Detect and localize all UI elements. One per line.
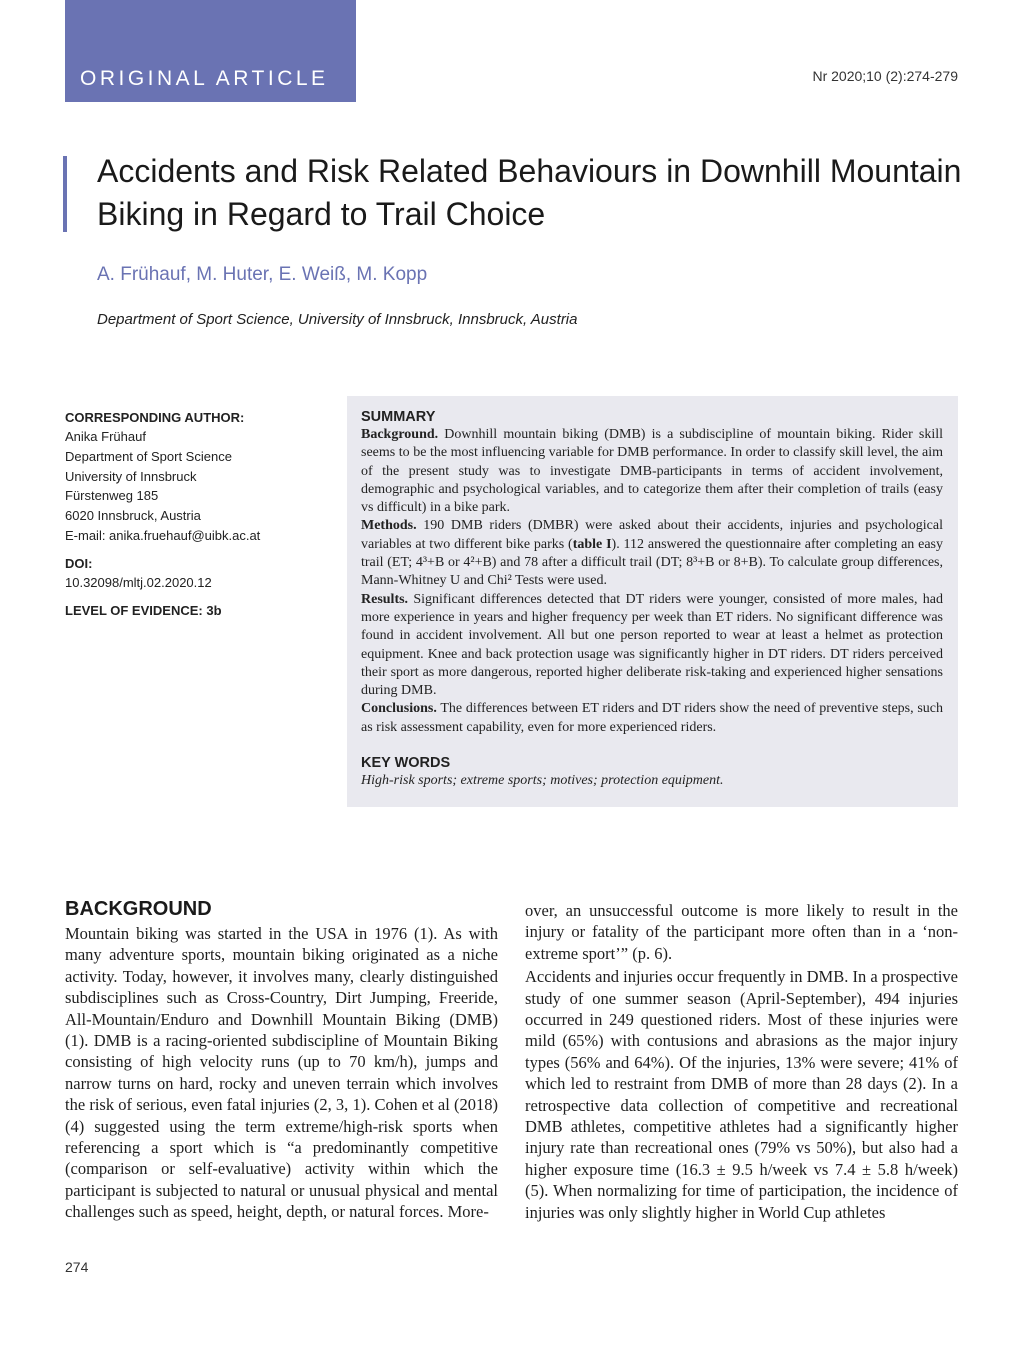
article-type-banner: [65, 0, 356, 102]
conclusions-text: The differences between ET riders and DT riders show the need of preventive steps, such as risk assessment capability, even for more experienced riders.: [361, 701, 943, 735]
level-of-evidence: LEVEL OF EVIDENCE: 3b: [65, 602, 222, 618]
journal-citation: Nr 2020;10 (2):274-279: [812, 68, 958, 84]
corresponding-author-email[interactable]: E-mail: anika.fruehauf@uibk.ac.at: [65, 527, 261, 543]
methods-text-continued: ). 112 answered the questionnaire after completing an easy trail (ET; 4³+B or 4²+B) and 78 after a difficult trail (DT; 8³+B or 8+B). To calculate group differences, Mann-Whitney U and Chi² Tests were used.: [361, 536, 944, 589]
article-type-label: ORIGINAL ARTICLE: [80, 67, 329, 90]
corresponding-author-line: 6020 Innsbruck, Austria: [65, 508, 201, 524]
conclusions-label: Conclusions.: [361, 701, 437, 717]
methods-label: Methods.: [361, 518, 417, 534]
title-accent-bar: [63, 156, 67, 232]
summary-heading: SUMMARY: [361, 409, 436, 425]
body-column-right: [525, 900, 958, 1223]
background-text: Downhill mountain biking (DMB) is a subdiscipline of mountain biking. Rider skill seems to be the most influencing variable for DMB performance. In order to classify skill level, the aim of the present study was to investigate DMB-participants in terms of accident involvement, demographic and psychological variables, and to categorize them after their completion of trails (easy vs difficult) in a bike park.: [361, 427, 943, 516]
doi-value[interactable]: 10.32098/mltj.02.2020.12: [65, 574, 212, 590]
corresponding-author-line: University of Innsbruck: [65, 468, 197, 484]
body-paragraph: over, an unsuccessful outcome is more likely to result in the injury or fatality of the participant more often than in a ‘non-extreme sport’” (p. 6).: [525, 901, 958, 963]
article-title: Accidents and Risk Related Behaviours in Downhill Mountain Biking in Regard to Trail Choice: [97, 153, 962, 232]
corresponding-author-line: Department of Sport Science: [65, 448, 232, 464]
methods-text: 190 DMB riders (DMBR) were asked about their accidents, injuries and psychological variables at two different bike parks (: [361, 518, 943, 552]
results-label: Results.: [361, 591, 409, 607]
corresponding-author-line: Fürstenweg 185: [65, 488, 159, 504]
summary-body: [361, 426, 943, 737]
background-label: Background.: [361, 427, 439, 442]
table-reference[interactable]: table I: [572, 536, 612, 552]
doi-heading: DOI:: [65, 555, 93, 571]
background-section-heading: BACKGROUND: [65, 898, 212, 920]
affiliation: Department of Sport Science, University of Innsbruck, Innsbruck, Austria: [97, 311, 578, 328]
corresponding-author-panel: [65, 408, 335, 620]
keywords-heading: KEY WORDS: [361, 755, 451, 772]
corresponding-author-line: Anika Frühauf: [65, 429, 146, 444]
body-paragraph: Mountain biking was started in the USA in 1976 (1). As with many adventure sports, mountain biking originated as a niche activity. Today, however, it involves many, clearly distinguished subdisciplines such as Cross-Country, Dirt Jumping, Freeride, All-Mountain/Enduro and Downhill Mountain Biking (DMB) (1). DMB is a racing-oriented subdiscipline of Mountain Biking consisting of high velocity runs (up to 70 km/h), jumps and narrow turns on hard, rocky and uneven terrain which involves the risk of serious, even fatal injuries (2, 3, 1). Cohen et al (2018) (4) suggested using the term extreme/high-risk sports when referencing a sport which is “a predominantly competitive (comparison or self-evaluative) activity within which the participant is subjected to natural or unusual physical and mental challenges such as speed, height, depth, or natural forces. More-: [65, 924, 498, 1222]
author-list: A. Frühauf, M. Huter, E. Weiß, M. Kopp: [97, 264, 428, 285]
page-number: 274: [65, 1259, 89, 1275]
body-paragraph: Accidents and injuries occur frequently in DMB. In a prospective study of one summer season (April-September), 494 injuries occurred in 249 questioned riders. Most of these injuries were mild (65%) with contusions and abrasions as the major injury types (56% and 64%). Of the injuries, 13% were severe; 41% of which led to restraint from DMB of more than 28 days (2). In a retrospective data collection of competitive and recreational DMB athletes, competitive athletes had a significantly higher injury rate than recreational ones (79% vs 50%), but also had a higher exposure time (16.3 ± 9.5 h/week vs 7.4 ± 5.8 h/week) (5). When normalizing for time of participation, the incidence of injuries was only slightly higher in World Cup athletes: [525, 967, 958, 1222]
keywords-list: High-risk sports; extreme sports; motives; protection equipment.: [361, 773, 724, 789]
summary-box: [347, 396, 958, 807]
corresponding-author-heading: CORRESPONDING AUTHOR:: [65, 410, 245, 425]
body-column-left: [65, 897, 498, 1223]
results-text: Significant differences detected that DT riders were younger, consisted of more males, had more experience in years and higher frequency per week than ET riders. No significant difference was found in accident involvement. All but one person reported to wear at least a helmet as protection equipment. Knee and back protection usage was significantly higher in DT riders. DT riders perceived their sport as more dangerous, reported higher deliberate risk-taking and experienced higher sensations during DMB.: [361, 591, 943, 699]
